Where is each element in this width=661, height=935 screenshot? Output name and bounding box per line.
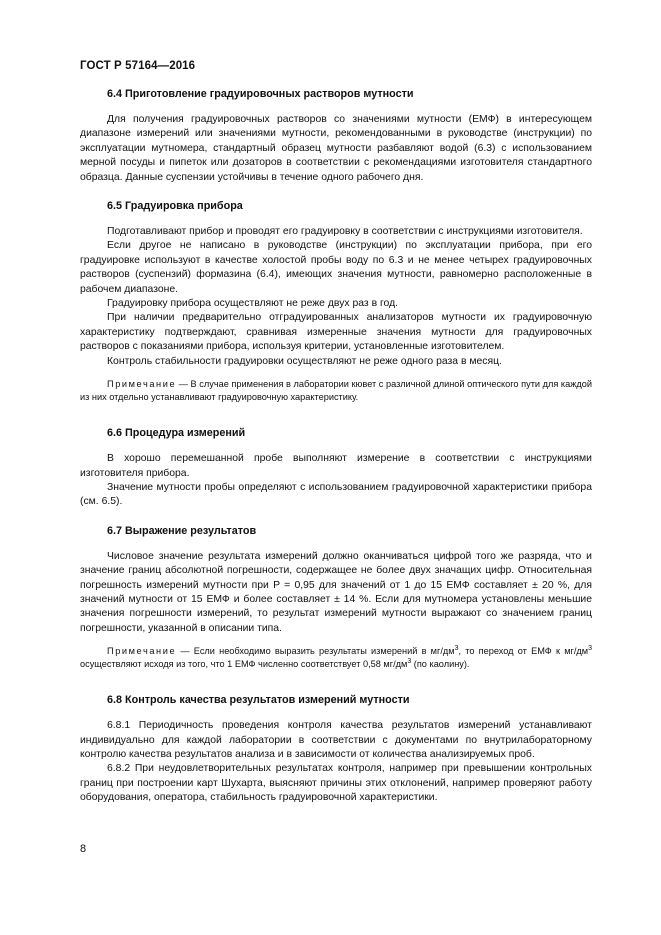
- note: [80, 378, 592, 404]
- note: [80, 645, 592, 671]
- note-text: осуществляют исходя из того, что 1 ЕМФ численно соответствует 0,58 мг/дм: [80, 659, 408, 670]
- paragraph: 6.8.2 При неудовлетворительных результатах контроля, например при превышении контрольных границ при построении карт Шухарта, выясняют причины этих отклонений, например проверяют работу оборудования, оператора, стабильность градуировочной характеристики.: [80, 763, 592, 804]
- superscript: 3: [407, 658, 412, 666]
- note-text: — Если необходимо выразить результаты измерений в мг/дм: [176, 646, 455, 657]
- paragraph: В хорошо перемешанной пробе выполняют измерение в соответствии с инструкциями изготовителя прибора.: [80, 453, 592, 479]
- section-6-7: [80, 524, 592, 671]
- section-title: 6.8 Контроль качества результатов измерений мутности: [107, 694, 410, 707]
- section-title: 6.5 Градуировка прибора: [107, 200, 243, 213]
- paragraph: Числовое значение результата измерений должно оканчиваться цифрой того же разряда, что и значение границ абсолютной погрешности, содержащее не более двух значащих цифр. Относительная погрешность измерений мутности при P = 0,95 для значений от 1 до 15 ЕМФ составляет ± 20 %, для значений мутности от 15 ЕМФ и более составляет ± 14 %. Если для мутномера установлены меньшие значения погрешности измерений, то результат измерений мутности выражают со значением границ погрешности, указанной в описании типа.: [80, 550, 592, 634]
- paragraph: Если другое не написано в руководстве (инструкции) по эксплуатации прибора, при его градуировке используют в качестве холостой пробы воду по 6.3 и не менее четырех градуировочных растворов (суспензий) формазина (6.4), имеющих значения мутности, равномерно расположенные в рабочем диапазоне.: [80, 240, 592, 295]
- paragraph: Градуировку прибора осуществляют не реже двух раз в год.: [107, 298, 399, 310]
- document-code: ГОСТ Р 57164—2016: [80, 60, 196, 72]
- section-6-8: [80, 693, 592, 805]
- section-title: 6.6 Процедура измерений: [107, 427, 246, 440]
- paragraph: Значение мутности пробы определяют с использованием градуировочной характеристики прибора (см. 6.5).: [80, 481, 592, 508]
- paragraph: 6.8.1 Периодичность проведения контроля качества результатов измерений устанавливают индивидуально для каждой лаборатории в соответствии с документами по внутрилабораторному контролю качества результатов анализа и в зависимости от количества анализируемых проб.: [80, 720, 592, 760]
- paragraph: Подготавливают прибор и проводят его градуировку в соответствии с инструкциями изготовителя.: [107, 226, 583, 238]
- paragraph: При наличии предварительно отградуированных анализаторов мутности их градуировочную характеристику подтверждают, сравнивая измеренные значения мутности для градуировочных растворов с показаниями прибора, используя критерии, установленные изготовителем.: [80, 312, 592, 353]
- document-body: [80, 87, 592, 820]
- section-6-4: [80, 87, 592, 185]
- note-text: , то переход от ЕМФ к мг/дм: [458, 646, 589, 657]
- section-6-6: [80, 426, 592, 510]
- note-label: Примечание: [107, 379, 177, 390]
- superscript: 3: [588, 645, 592, 653]
- section-title: 6.7 Выражение результатов: [107, 524, 257, 537]
- note-text: (по каолину).: [411, 659, 470, 670]
- section-title: 6.4 Приготовление градуировочных растворов мутности: [107, 88, 414, 100]
- paragraph: Для получения градуировочных растворов со значениями мутности (ЕМФ) в интересующем диапазоне измерений или значениями мутности, рекомендованными в руководстве (инструкции) по эксплуатации мутномера, стандартный образец мутности разбавляют водой (6.3) с использованием мерной посуды и пипеток или дозаторов в соответствии с рекомендациями изготовителя стандартного образца. Данные суспензии устойчивы в течение одного рабочего дня.: [80, 114, 592, 183]
- section-6-5: [80, 199, 592, 404]
- note-label: Примечание: [107, 646, 177, 657]
- superscript: 3: [454, 645, 459, 653]
- page-number: 8: [80, 843, 87, 855]
- paragraph: Контроль стабильности градуировки осуществляют не реже одного раза в месяц.: [107, 355, 502, 367]
- note-text: — В случае применения в лаборатории кювет с различной длиной оптического пути для каждой из них отдельно устанавливают градуировочную характеристику.: [80, 379, 592, 403]
